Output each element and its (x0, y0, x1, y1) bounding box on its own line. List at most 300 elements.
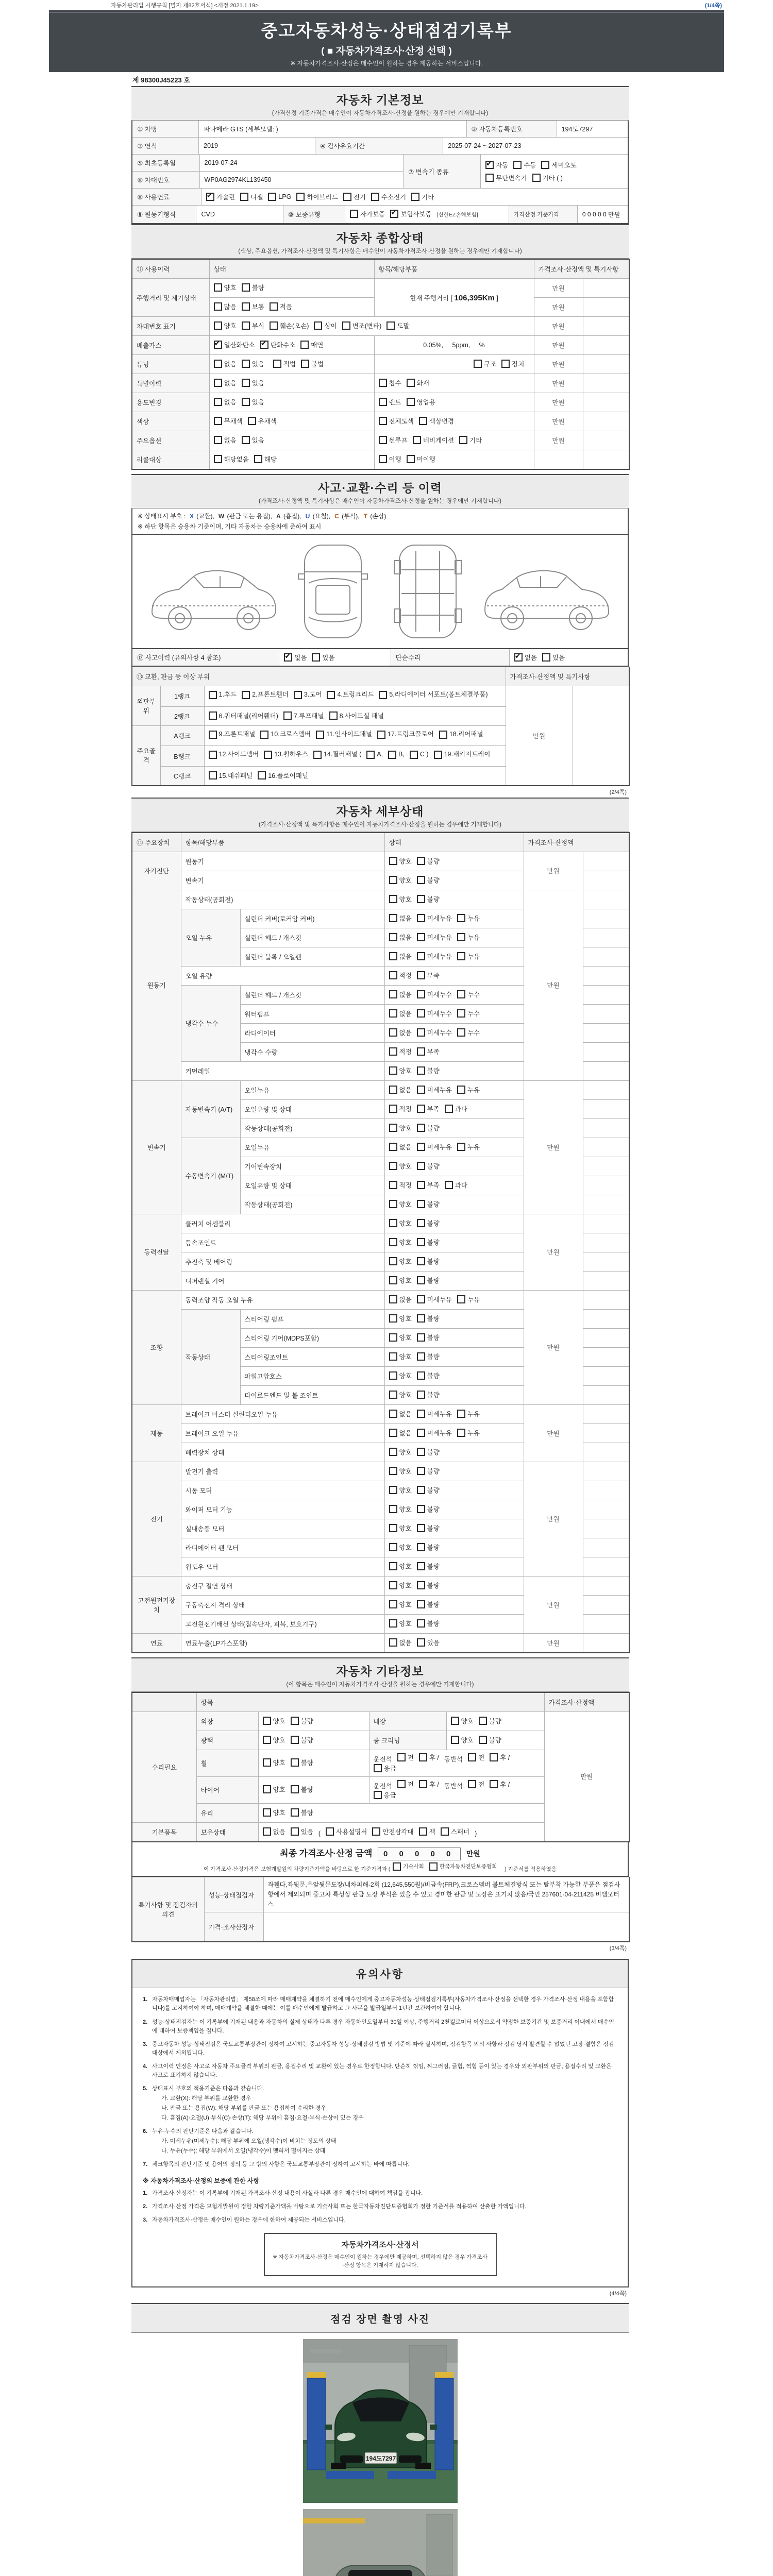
checkbox-option[interactable] (389, 1333, 412, 1342)
checkbox-option[interactable] (389, 1161, 412, 1171)
checkbox-option[interactable] (291, 1758, 313, 1767)
checkbox-icon[interactable] (268, 193, 276, 201)
checkbox-icon[interactable] (389, 1047, 397, 1056)
checkbox-icon[interactable] (372, 1827, 380, 1836)
checkbox-option[interactable] (209, 771, 253, 780)
checkbox-option[interactable] (301, 359, 324, 368)
checkbox-option[interactable] (417, 1619, 440, 1628)
checkbox-icon[interactable] (419, 1753, 427, 1761)
checkbox-option[interactable] (417, 1523, 440, 1533)
checkbox-option[interactable] (329, 711, 384, 720)
checkbox-icon[interactable] (389, 1524, 397, 1532)
checkbox-icon[interactable] (300, 341, 309, 349)
checkbox-icon[interactable] (417, 1257, 425, 1265)
checkbox-option[interactable] (379, 454, 401, 464)
checkbox-icon[interactable] (379, 436, 387, 444)
checkbox-option[interactable] (242, 397, 264, 406)
checkbox-icon[interactable] (417, 1467, 425, 1475)
checkbox-option[interactable] (407, 397, 435, 406)
checkbox-icon[interactable] (407, 455, 415, 463)
checkbox-option[interactable] (417, 1238, 440, 1247)
checkbox-option[interactable] (417, 1428, 452, 1437)
checkbox-icon[interactable] (513, 161, 522, 169)
checkbox-option[interactable] (457, 913, 480, 923)
checkbox-option[interactable] (417, 1371, 440, 1380)
checkbox-icon[interactable] (263, 1736, 271, 1744)
checkbox-icon[interactable] (413, 436, 421, 444)
checkbox-icon[interactable] (389, 1371, 397, 1380)
checkbox-option[interactable] (417, 1009, 452, 1018)
checkbox-icon[interactable] (366, 751, 375, 759)
checkbox-option[interactable] (263, 1716, 285, 1725)
checkbox-icon[interactable] (291, 1808, 299, 1817)
checkbox-icon[interactable] (457, 933, 465, 941)
checkbox-icon[interactable] (283, 711, 292, 720)
checkbox-option[interactable] (434, 749, 491, 761)
checkbox-option[interactable] (240, 192, 263, 201)
checkbox-icon[interactable] (417, 1009, 425, 1018)
checkbox-icon[interactable] (389, 1467, 397, 1475)
checkbox-icon[interactable] (417, 971, 425, 979)
checkbox-icon[interactable] (389, 1295, 397, 1303)
checkbox-option[interactable] (417, 990, 452, 999)
checkbox-option[interactable] (389, 1257, 412, 1266)
checkbox-icon[interactable] (468, 1780, 476, 1788)
checkbox-option[interactable] (490, 1753, 510, 1762)
checkbox-icon[interactable] (209, 751, 217, 759)
checkbox-icon[interactable] (301, 360, 309, 368)
checkbox-icon[interactable] (214, 379, 222, 387)
checkbox-icon[interactable] (411, 193, 419, 201)
checkbox-option[interactable] (388, 749, 405, 761)
checkbox-option[interactable] (439, 728, 483, 741)
checkbox-option[interactable] (389, 1485, 412, 1495)
checkbox-icon[interactable] (417, 933, 425, 941)
checkbox-option[interactable] (389, 1276, 412, 1285)
checkbox-option[interactable] (417, 1352, 440, 1361)
checkbox-icon[interactable] (501, 360, 510, 368)
checkbox-icon[interactable] (417, 1391, 425, 1399)
checkbox-icon[interactable] (291, 1758, 299, 1767)
checkbox-option[interactable] (468, 1753, 484, 1762)
checkbox-icon[interactable] (389, 876, 397, 884)
checkbox-option[interactable] (417, 913, 452, 923)
checkbox-option[interactable] (417, 1047, 440, 1056)
checkbox-icon[interactable] (389, 1066, 397, 1075)
checkbox-option[interactable] (468, 1780, 484, 1789)
checkbox-option[interactable] (264, 749, 308, 761)
checkbox-icon[interactable] (490, 1753, 498, 1761)
checkbox-icon[interactable] (457, 1028, 465, 1037)
checkbox-icon[interactable] (417, 1524, 425, 1532)
checkbox-option[interactable] (342, 321, 382, 330)
checkbox-icon[interactable] (254, 455, 262, 463)
checkbox-icon[interactable] (291, 1717, 299, 1725)
checkbox-icon[interactable] (327, 691, 335, 699)
checkbox-option[interactable] (209, 689, 237, 701)
checkbox-option[interactable] (374, 1790, 396, 1800)
checkbox-icon[interactable] (389, 914, 397, 922)
checkbox-option[interactable] (389, 875, 412, 885)
checkbox-icon[interactable] (209, 771, 217, 779)
checkbox-icon[interactable] (417, 1638, 425, 1647)
checkbox-icon[interactable] (386, 321, 395, 330)
checkbox-option[interactable] (459, 435, 482, 445)
checkbox-option[interactable] (417, 1142, 452, 1151)
checkbox-option[interactable] (242, 689, 289, 701)
checkbox-icon[interactable] (389, 1257, 397, 1265)
checkbox-icon[interactable] (214, 321, 222, 330)
checkbox-icon[interactable] (209, 691, 217, 699)
checkbox-option[interactable] (417, 1218, 440, 1228)
checkbox-icon[interactable] (374, 1791, 382, 1799)
checkbox-icon[interactable] (371, 193, 379, 201)
checkbox-option[interactable] (379, 435, 408, 445)
checkbox-icon[interactable] (417, 1505, 425, 1513)
checkbox-icon[interactable] (417, 1410, 425, 1418)
checkbox-icon[interactable] (374, 1764, 382, 1772)
checkbox-icon[interactable] (263, 1808, 271, 1817)
checkbox-option[interactable] (445, 1104, 467, 1113)
checkbox-icon[interactable] (417, 952, 425, 960)
checkbox-icon[interactable] (417, 1124, 425, 1132)
checked-checkbox-icon[interactable] (485, 161, 494, 169)
checkbox-option[interactable] (501, 359, 524, 368)
checkbox-option[interactable] (389, 971, 412, 980)
checkbox-icon[interactable] (389, 1619, 397, 1628)
checkbox-icon[interactable] (410, 751, 418, 759)
checkbox-icon[interactable] (457, 1009, 465, 1018)
checkbox-icon[interactable] (397, 1780, 406, 1788)
checkbox-option[interactable] (314, 321, 337, 330)
checkbox-option[interactable] (457, 1409, 480, 1418)
checkbox-icon[interactable] (389, 1352, 397, 1361)
checkbox-icon[interactable] (417, 1429, 425, 1437)
checkbox-option[interactable] (209, 728, 256, 741)
checkbox-option[interactable] (417, 1314, 440, 1323)
checkbox-option[interactable] (490, 1780, 510, 1789)
checkbox-icon[interactable] (209, 731, 217, 739)
checkbox-icon[interactable] (417, 1600, 425, 1608)
checkbox-option[interactable] (397, 1780, 414, 1789)
checkbox-option[interactable] (457, 933, 480, 942)
checkbox-icon[interactable] (417, 1352, 425, 1361)
checkbox-icon[interactable] (419, 417, 427, 425)
checkbox-icon[interactable] (242, 283, 250, 292)
checkbox-icon[interactable] (314, 321, 322, 330)
checkbox-option[interactable] (474, 359, 496, 368)
checkbox-icon[interactable] (214, 436, 222, 444)
checkbox-icon[interactable] (417, 1486, 425, 1494)
checkbox-icon[interactable] (389, 1505, 397, 1513)
checkbox-option[interactable] (379, 689, 488, 701)
checkbox-option[interactable] (479, 1735, 501, 1744)
checkbox-icon[interactable] (419, 1780, 427, 1788)
checkbox-option[interactable] (457, 1142, 480, 1151)
checkbox-option[interactable] (417, 1390, 440, 1399)
checkbox-option[interactable] (389, 1581, 412, 1590)
checkbox-icon[interactable] (434, 751, 442, 759)
checkbox-option[interactable] (457, 1009, 480, 1018)
checkbox-option[interactable] (389, 990, 412, 999)
checkbox-icon[interactable] (214, 302, 222, 311)
checkbox-icon[interactable] (242, 436, 250, 444)
checkbox-icon[interactable] (417, 1066, 425, 1075)
checkbox-icon[interactable] (417, 1200, 425, 1208)
checkbox-option[interactable] (397, 1753, 414, 1762)
checkbox-icon[interactable] (417, 1105, 425, 1113)
checkbox-icon[interactable] (393, 1862, 401, 1871)
checkbox-icon[interactable] (389, 1124, 397, 1132)
checkbox-option[interactable] (389, 1028, 412, 1037)
checkbox-icon[interactable] (417, 1371, 425, 1380)
checkbox-icon[interactable] (291, 1785, 299, 1793)
checkbox-option[interactable] (291, 1716, 313, 1725)
checkbox-option[interactable] (445, 1180, 467, 1190)
checkbox-icon[interactable] (389, 1638, 397, 1647)
checkbox-option[interactable] (417, 1466, 440, 1476)
checkbox-option[interactable] (389, 1066, 412, 1075)
checkbox-icon[interactable] (296, 193, 305, 201)
checkbox-option[interactable] (242, 321, 264, 330)
checkbox-option[interactable] (214, 340, 255, 349)
checkbox-option[interactable] (242, 302, 264, 311)
checkbox-option[interactable] (389, 1009, 412, 1018)
checkbox-option[interactable] (389, 1523, 412, 1533)
checkbox-icon[interactable] (350, 210, 358, 218)
checkbox-option[interactable] (206, 192, 235, 201)
checkbox-icon[interactable] (532, 174, 541, 182)
checkbox-icon[interactable] (264, 751, 272, 759)
checkbox-option[interactable] (350, 209, 385, 218)
checkbox-option[interactable] (389, 1409, 412, 1418)
checkbox-option[interactable] (214, 416, 243, 426)
checkbox-icon[interactable] (263, 1758, 271, 1767)
checkbox-icon[interactable] (242, 321, 250, 330)
checkbox-icon[interactable] (457, 1410, 465, 1418)
checkbox-option[interactable] (417, 1485, 440, 1495)
checkbox-icon[interactable] (457, 914, 465, 922)
checkbox-option[interactable] (541, 160, 576, 170)
checkbox-icon[interactable] (417, 990, 425, 998)
checkbox-option[interactable] (417, 1066, 440, 1075)
checkbox-option[interactable] (389, 1504, 412, 1514)
checkbox-option[interactable] (214, 359, 237, 368)
checkbox-icon[interactable] (417, 895, 425, 903)
checkbox-option[interactable] (389, 1199, 412, 1209)
checkbox-icon[interactable] (541, 161, 549, 169)
checkbox-option[interactable] (417, 1409, 452, 1418)
checkbox-icon[interactable] (417, 1543, 425, 1551)
checkbox-option[interactable] (389, 1142, 412, 1151)
checkbox-icon[interactable] (407, 398, 415, 406)
checkbox-option[interactable] (291, 1808, 313, 1817)
checkbox-option[interactable] (389, 1238, 412, 1247)
checkbox-icon[interactable] (474, 360, 482, 368)
checkbox-icon[interactable] (389, 1448, 397, 1456)
checkbox-icon[interactable] (417, 857, 425, 865)
checkbox-option[interactable] (379, 397, 401, 406)
checkbox-option[interactable] (242, 378, 264, 387)
checkbox-option[interactable] (389, 1619, 412, 1628)
checked-checkbox-icon[interactable] (206, 193, 214, 201)
checkbox-icon[interactable] (389, 1276, 397, 1284)
checkbox-option[interactable] (326, 1827, 367, 1836)
checkbox-option[interactable] (417, 933, 452, 942)
checkbox-icon[interactable] (417, 1295, 425, 1303)
checkbox-icon[interactable] (291, 1736, 299, 1744)
checkbox-option[interactable] (377, 728, 434, 741)
checkbox-icon[interactable] (389, 990, 397, 998)
checkbox-option[interactable] (417, 952, 452, 961)
checkbox-icon[interactable] (389, 895, 397, 903)
checkbox-icon[interactable] (445, 1181, 453, 1189)
checkbox-icon[interactable] (389, 1238, 397, 1246)
checkbox-icon[interactable] (270, 321, 278, 330)
checkbox-option[interactable] (214, 321, 237, 330)
checkbox-icon[interactable] (389, 1562, 397, 1570)
checkbox-option[interactable] (263, 1785, 285, 1794)
checkbox-icon[interactable] (451, 1736, 459, 1744)
checkbox-option[interactable] (411, 192, 434, 201)
checkbox-option[interactable] (263, 1735, 285, 1744)
checkbox-option[interactable] (327, 689, 374, 701)
checkbox-option[interactable] (214, 302, 237, 311)
checkbox-icon[interactable] (457, 1143, 465, 1151)
checkbox-icon[interactable] (326, 1827, 334, 1836)
checkbox-icon[interactable] (389, 1028, 397, 1037)
checkbox-icon[interactable] (389, 1333, 397, 1342)
checkbox-icon[interactable] (389, 857, 397, 865)
checkbox-icon[interactable] (242, 398, 250, 406)
checkbox-option[interactable] (214, 283, 237, 292)
checkbox-icon[interactable] (389, 1581, 397, 1589)
checked-checkbox-icon[interactable] (284, 653, 292, 662)
checkbox-icon[interactable] (291, 1827, 299, 1836)
checkbox-option[interactable] (417, 1257, 440, 1266)
checkbox-option[interactable] (214, 397, 237, 406)
checkbox-icon[interactable] (389, 1429, 397, 1437)
checkbox-option[interactable] (254, 454, 277, 464)
checkbox-icon[interactable] (379, 379, 387, 387)
checkbox-icon[interactable] (313, 751, 322, 759)
checkbox-option[interactable] (457, 952, 480, 961)
checkbox-option[interactable] (417, 875, 440, 885)
checkbox-option[interactable] (417, 1581, 440, 1590)
checkbox-icon[interactable] (457, 1429, 465, 1437)
checkbox-option[interactable] (312, 653, 334, 662)
checkbox-option[interactable] (389, 856, 412, 866)
checkbox-option[interactable] (389, 1428, 412, 1437)
checkbox-icon[interactable] (389, 1391, 397, 1399)
checkbox-option[interactable] (209, 711, 278, 720)
checkbox-icon[interactable] (479, 1717, 487, 1725)
checkbox-option[interactable] (441, 1827, 469, 1836)
checkbox-option[interactable] (457, 1028, 480, 1037)
checkbox-option[interactable] (451, 1716, 474, 1725)
checkbox-option[interactable] (389, 1295, 412, 1304)
checkbox-icon[interactable] (417, 1276, 425, 1284)
checkbox-option[interactable] (389, 913, 412, 923)
checkbox-icon[interactable] (379, 398, 387, 406)
checkbox-option[interactable] (419, 1753, 439, 1762)
checkbox-option[interactable] (417, 1085, 452, 1094)
checkbox-icon[interactable] (542, 653, 550, 662)
checkbox-icon[interactable] (445, 1105, 453, 1113)
checkbox-option[interactable] (389, 1218, 412, 1228)
checkbox-icon[interactable] (316, 731, 324, 739)
checkbox-option[interactable] (284, 653, 307, 662)
checkbox-icon[interactable] (263, 1827, 271, 1836)
checkbox-option[interactable] (258, 771, 308, 780)
checkbox-option[interactable] (417, 856, 440, 866)
checkbox-option[interactable] (242, 435, 264, 445)
checkbox-icon[interactable] (263, 1785, 271, 1793)
checkbox-icon[interactable] (258, 771, 266, 779)
checkbox-option[interactable] (389, 933, 412, 942)
checkbox-option[interactable] (214, 454, 249, 464)
checkbox-option[interactable] (451, 1735, 474, 1744)
checkbox-option[interactable] (389, 1562, 412, 1571)
checkbox-option[interactable] (389, 1104, 412, 1113)
checkbox-icon[interactable] (343, 193, 351, 201)
checkbox-icon[interactable] (389, 1009, 397, 1018)
checkbox-option[interactable] (263, 1827, 285, 1836)
checkbox-option[interactable] (270, 321, 309, 330)
checkbox-icon[interactable] (389, 1162, 397, 1170)
checkbox-option[interactable] (209, 749, 259, 761)
checkbox-option[interactable] (389, 952, 412, 961)
checkbox-icon[interactable] (209, 711, 217, 720)
checkbox-option[interactable] (417, 1276, 440, 1285)
checkbox-icon[interactable] (441, 1827, 449, 1836)
checkbox-icon[interactable] (329, 711, 338, 720)
checkbox-icon[interactable] (417, 1448, 425, 1456)
checkbox-option[interactable] (419, 1827, 435, 1836)
checkbox-option[interactable] (316, 728, 372, 741)
checkbox-icon[interactable] (389, 1600, 397, 1608)
checkbox-option[interactable] (214, 378, 237, 387)
checkbox-option[interactable] (313, 749, 361, 761)
checkbox-icon[interactable] (214, 455, 222, 463)
checkbox-option[interactable] (485, 173, 527, 182)
checkbox-option[interactable] (268, 193, 291, 201)
checkbox-option[interactable] (263, 1758, 285, 1767)
checkbox-icon[interactable] (389, 1143, 397, 1151)
checkbox-icon[interactable] (379, 455, 387, 463)
checkbox-option[interactable] (260, 728, 311, 741)
checkbox-icon[interactable] (389, 1219, 397, 1227)
checkbox-icon[interactable] (389, 1410, 397, 1418)
checkbox-option[interactable] (263, 1808, 285, 1817)
checkbox-icon[interactable] (417, 1143, 425, 1151)
checkbox-icon[interactable] (490, 1780, 498, 1788)
checkbox-icon[interactable] (417, 1162, 425, 1170)
checkbox-option[interactable] (457, 1295, 480, 1304)
checkbox-icon[interactable] (270, 302, 278, 311)
checkbox-icon[interactable] (457, 990, 465, 998)
checkbox-icon[interactable] (389, 1105, 397, 1113)
checkbox-icon[interactable] (379, 691, 387, 699)
checkbox-icon[interactable] (417, 1047, 425, 1056)
checkbox-icon[interactable] (389, 952, 397, 960)
checkbox-icon[interactable] (312, 653, 320, 662)
checkbox-icon[interactable] (419, 1827, 427, 1836)
checkbox-option[interactable] (270, 302, 292, 311)
checkbox-option[interactable] (485, 160, 508, 170)
checkbox-icon[interactable] (389, 1181, 397, 1189)
checkbox-icon[interactable] (479, 1736, 487, 1744)
